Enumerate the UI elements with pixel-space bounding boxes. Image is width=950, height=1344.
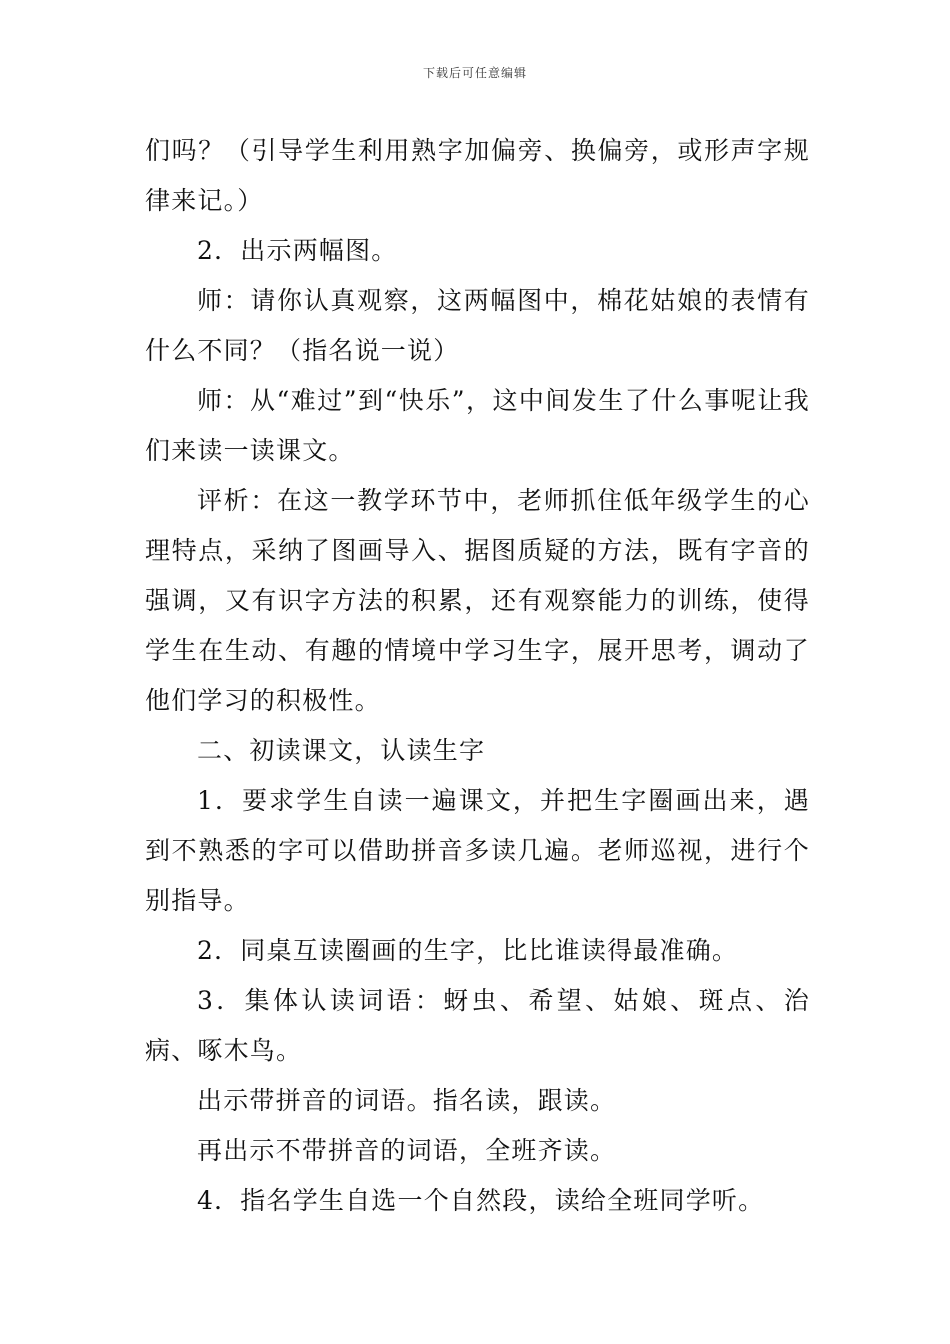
paragraph: 4．指名学生自选一个自然段，读给全班同学听。 [197,1186,765,1215]
paragraph: 1．要求学生自读一遍课文，并把生字圈画出来，遇到不熟悉的字可以借助拼音多读几遍。老师巡视，进行个别指导。 [145,786,810,915]
document-body [145,126,810,1226]
analysis-paragraph: 评析：在这一教学环节中，老师抓住低年级学生的心理特点，采纳了图画导入、据图质疑的方法，既有字音的强调，又有识字方法的积累，还有观察能力的训练，使得学生在生动、有趣的情境中学习生字，展开思考，调动了他们学习的积极性。 [145,486,810,715]
paragraph: 师：请你认真观察，这两幅图中，棉花姑娘的表情有什么不同？（指名说一说） [145,286,810,365]
page-header: 下载后可任意编辑 [422,66,527,80]
paragraph: 们吗？（引导学生利用熟字加偏旁、换偏旁，或形声字规律来记。） [145,136,810,215]
paragraph: 3．集体认读词语：蚜虫、希望、姑娘、斑点、治病、啄木鸟。 [145,986,810,1065]
paragraph: 师：从“难过”到“快乐”，这中间发生了什么事呢让我们来读一读课文。 [145,386,810,465]
paragraph: 2．同桌互读圈画的生字，比比谁读得最准确。 [197,936,739,965]
paragraph: 2．出示两幅图。 [197,236,398,265]
paragraph: 再出示不带拼音的词语，全班齐读。 [197,1136,617,1165]
paragraph: 出示带拼音的词语。指名读，跟读。 [197,1086,617,1115]
section-heading: 二、初读课文，认读生字 [197,736,486,765]
